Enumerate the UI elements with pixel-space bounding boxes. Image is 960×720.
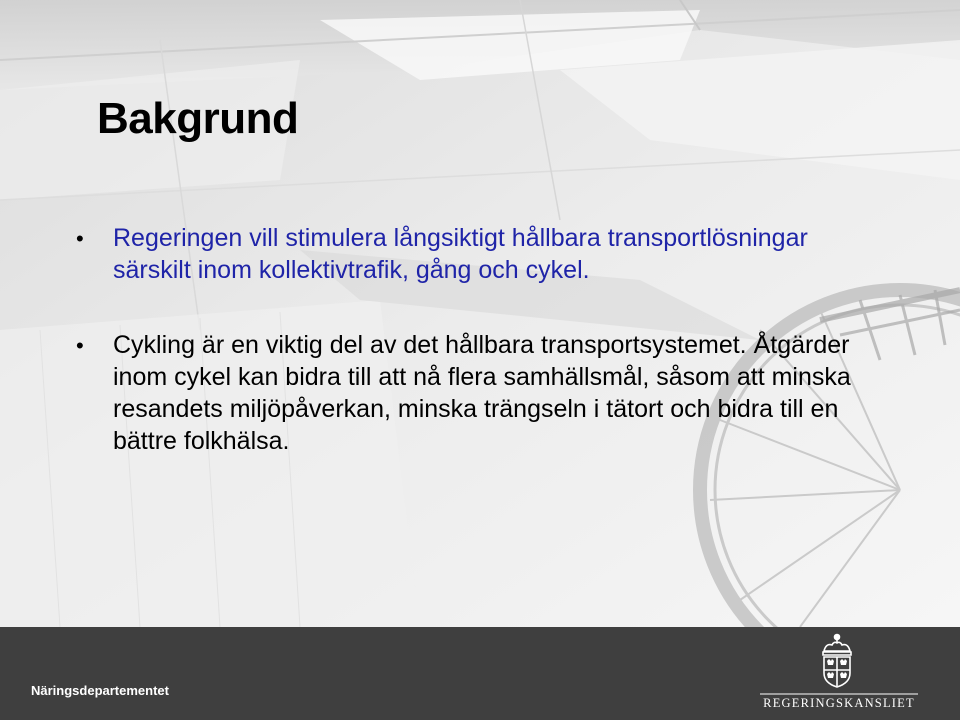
regeringskansliet-wordmark (760, 693, 918, 709)
bullet-icon: • (76, 226, 84, 251)
slide-title: Bakgrund (97, 94, 299, 143)
svg-text:REGERINGSKANSLIET: REGERINGSKANSLIET (763, 696, 915, 709)
bullet-icon: • (76, 333, 84, 358)
bullet-item-2 (76, 329, 866, 457)
department-name: Näringsdepartementet (31, 683, 169, 698)
bullet-item-1 (76, 222, 866, 286)
footer-bar (0, 627, 960, 720)
crown-logo-icon (814, 633, 860, 689)
bullet-text: Cykling är en viktig del av det hållbara transportsystemet. Åtgärder inom cykel kan bidra till att nå flera samhällsmål, såsom att minska resandets miljöpåverkan, minska trängseln i tätort och bidra till en bättre folkhälsa. (113, 331, 851, 455)
bullet-text: Regeringen vill stimulera långsiktigt hållbara transportlösningar särskilt inom kollektivtrafik, gång och cykel. (113, 224, 808, 284)
bullet-list (76, 222, 866, 457)
